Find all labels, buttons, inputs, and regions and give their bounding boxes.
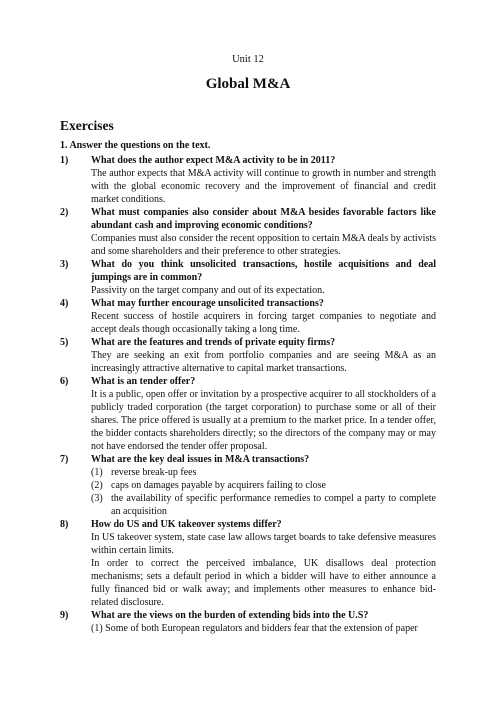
question-number: 9) [60,610,69,621]
answer-text: (1) Some of both European regulators and bidders fear that the extension of paper [91,623,418,634]
question-item [60,258,436,297]
question-text: What do you think unsolicited transactions, hostile acquisitions and deal jumpings are in common? [91,259,436,283]
question-item [60,518,436,609]
question-text: What may further encourage unsolicited transactions? [91,298,324,309]
question-text: How do US and UK takeover systems differ? [91,519,282,530]
answer-text: In order to correct the perceived imbalance, UK disallows deal protection mechanisms; sets a default period in which a bidder will have to either announce a fully financed bid or walk away; and implements other measures to enhance bid-related disclosure. [91,558,436,608]
question-item [60,297,436,336]
answer-text: Companies must also consider the recent opposition to certain M&A deals by activists and some shareholders and their preference to other strategies. [91,233,436,257]
question-item [60,336,436,375]
question-text: What are the views on the burden of extending bids into the U.S? [91,610,369,621]
list-item-text: reverse break-up fees [111,467,197,478]
question-number: 1) [60,155,69,166]
question-text: What are the key deal issues in M&A transactions? [91,454,310,465]
question-text: What does the author expect M&A activity to be in 2011? [91,155,336,166]
answer-text: They are seeking an exit from portfolio companies and are seeing M&A as an increasingly attractive alternative to capital market transactions. [91,350,436,374]
answer-text: The author expects that M&A activity will continue to growth in number and strength with the global economic recovery and the improvement of financial and credit market conditions. [91,168,436,205]
answer-text: It is a public, open offer or invitation by a prospective acquirer to all stockholders of a publicly traded corporation (the target corporation) to purchase some or all of their shares. The price offered is usually at a premium to the market price. In a tender offer, the bidder contacts shareholders directly; so the directors of the company may or may not have endorsed the tender offer proposal. [91,389,436,452]
list-item-text: the availability of specific performance remedies to compel a party to complete an acquisition [111,493,436,517]
question-number: 6) [60,376,69,387]
page-title: Global M&A [205,76,291,92]
question-item [60,609,436,635]
list-item [91,466,436,479]
question-number: 8) [60,519,69,530]
unit-label: Unit 12 [232,54,264,65]
answer-text: Passivity on the target company and out of its expectation. [91,285,325,296]
question-number: 4) [60,298,69,309]
question-list [60,154,436,635]
question-number: 7) [60,454,69,465]
question-item [60,375,436,453]
answer-text: Recent success of hostile acquirers in forcing target companies to negotiate and accept deals though occasionally taking a long time. [91,311,436,335]
question-text: What is an tender offer? [91,376,196,387]
question-number: 3) [60,259,69,270]
list-item [91,479,436,492]
list-item-number: (3) [91,493,103,504]
question-item [60,154,436,206]
question-item [60,206,436,258]
answer-text: In US takeover system, state case law allows target boards to take defensive measures within certain limits. [91,532,436,556]
question-text: What are the features and trends of private equity firms? [91,337,336,348]
exercises-heading: Exercises [60,118,114,133]
list-item [91,492,436,518]
question-item [60,453,436,518]
question-text: What must companies also consider about M&A besides favorable factors like abundant cash and improving economic conditions? [91,207,436,231]
question-number: 2) [60,207,69,218]
list-item-text: caps on damages payable by acquirers failing to close [111,480,326,491]
list-item-number: (1) [91,467,103,478]
list-item-number: (2) [91,480,103,491]
exercise-instruction: 1. Answer the questions on the text. [60,140,211,151]
question-number: 5) [60,337,69,348]
